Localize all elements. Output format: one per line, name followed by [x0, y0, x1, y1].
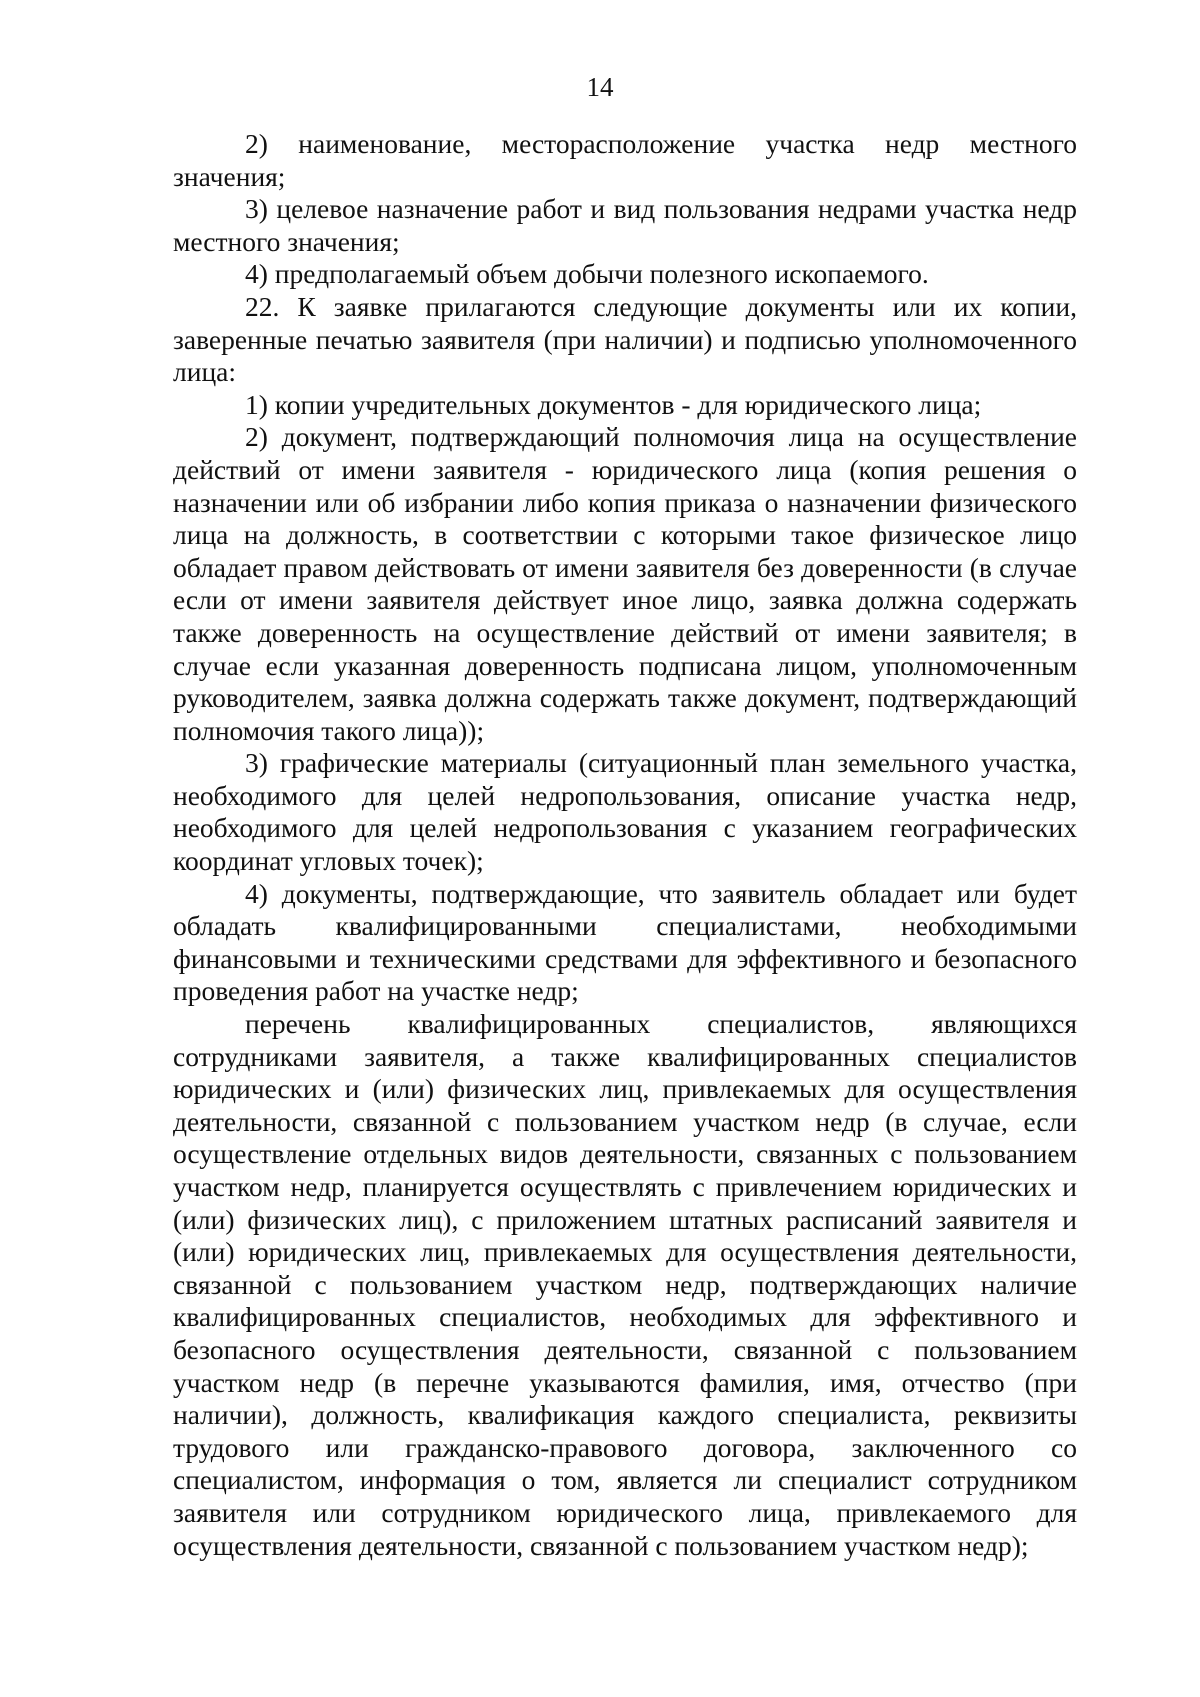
paragraph-item-4-volume: 4) предполагаемый объем добычи полезного ископаемого.: [245, 258, 929, 290]
page-number: 14: [586, 72, 614, 102]
paragraph-attachment-1: 1) копии учредительных документов - для юридического лица;: [245, 388, 982, 420]
paragraph-attachment-4: 4) документы, подтверждающие, что заявитель обладает или будет обладать квалифицированными специалистами, необходимыми финансовыми и техническими средствами для эффективного и безопасного проведения работ на участке недр;: [173, 877, 1077, 1007]
paragraph-attachment-2: 2) документ, подтверждающий полномочия лица на осуществление действий от имени заявителя - юридического лица (копия решения о назначении или об избрании либо копия приказа о назначении физического лица на должность, в соответствии с которыми такое физическое лицо обладает правом действовать от имени заявителя без доверенности (в случае если от имени заявителя действует иное лицо, заявка должна содержать также доверенность на осуществление действий от имени заявителя; в случае если указанная доверенность подписана лицом, уполномоченным руководителем, заявка должна содержать также документ, подтверждающий полномочия такого лица));: [173, 421, 1077, 746]
paragraph-attachment-3: 3) графические материалы (ситуационный план земельного участка, необходимого для целей недропользования, описание участка недр, необходимого для целей недропользования с указанием географических координат угловых точек);: [173, 747, 1077, 877]
document-body: [173, 128, 1077, 1562]
paragraph-item-2-name-location: 2) наименование, месторасположение участка недр местного значения;: [173, 128, 1077, 192]
paragraph-clause-22: 22. К заявке прилагаются следующие документы или их копии, заверенные печатью заявителя (при наличии) и подписью уполномоченного лица:: [173, 290, 1077, 388]
paragraph-item-3-purpose: 3) целевое назначение работ и вид пользования недрами участка недр местного значения;: [173, 193, 1077, 257]
paragraph-specialists-list: перечень квалифицированных специалистов, являющихся сотрудниками заявителя, а также квалифицированных специалистов юридических и (или) физических лиц, привлекаемых для осуществления деятельности, связанной с пользованием участком недр (в случае, если осуществление отдельных видов деятельности, связанных с пользованием участком недр, планируется осуществлять с привлечением юридических и (или) физических лиц), с приложением штатных расписаний заявителя и (или) юридических лиц, привлекаемых для осуществления деятельности, связанной с пользованием участком недр, подтверждающих наличие квалифицированных специалистов, необходимых для эффективного и безопасного осуществления деятельности, связанной с пользованием участком недр (в перечне указываются фамилия, имя, отчество (при наличии), должность, квалификация каждого специалиста, реквизиты трудового или гражданско-правового договора, заключенного со специалистом, информация о том, является ли специалист сотрудником заявителя или сотрудником юридического лица, привлекаемого для осуществления деятельности, связанной с пользованием участком недр);: [173, 1008, 1077, 1561]
